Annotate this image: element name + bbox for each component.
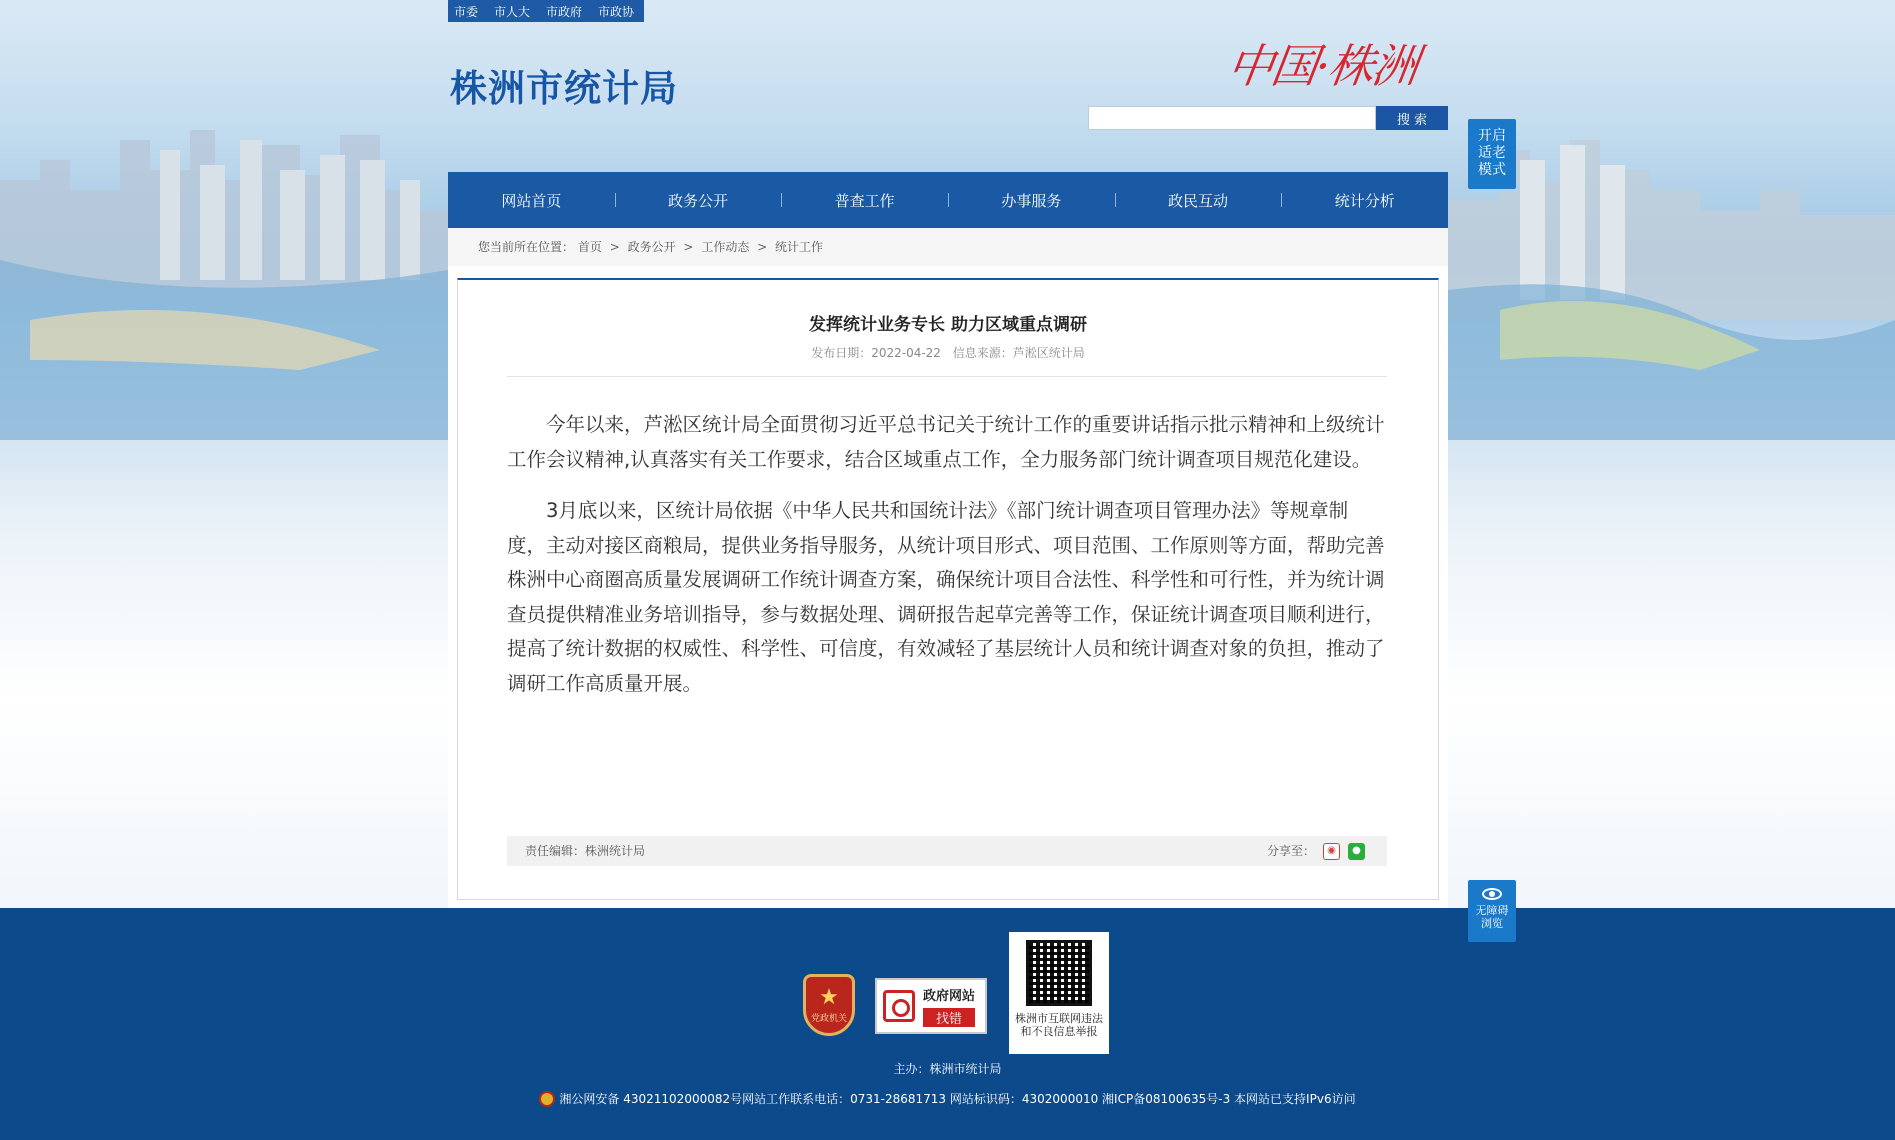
main-content: [448, 228, 1448, 908]
nav-item-home[interactable]: 网站首页: [501, 191, 562, 210]
elder-mode-label: 开启适老模式: [1478, 128, 1506, 178]
article-paragraph: 3月底以来，区统计局依据《中华人民共和国统计法》《部门统计调查项目管理办法》等规章制度，主动对接区商粮局，提供业务指导服务，从统计项目形式、项目范围、工作原则等方面，帮助完善株洲中心商圈高质量发展调研工作统计调查方案，确保统计项目合法性、科学性和可行性，并为统计调查员提供精准业务培训指导，参与数据处理、调研报告起草完善等工作，保证统计调查项目顺利进行，提高了统计数据的权威性、科学性、可信度，有效减轻了基层统计人员和统计调查对象的负担，推动了调研工作高质量开展。: [507, 499, 1385, 695]
search-input[interactable]: [1088, 106, 1376, 130]
error-report-text: [923, 985, 975, 1027]
breadcrumb-gov-affairs[interactable]: 政务公开: [627, 240, 676, 254]
gov-site-error-report[interactable]: [875, 978, 987, 1034]
nav-item-analysis[interactable]: 统计分析: [1281, 190, 1448, 211]
error-report-line2: 找错: [923, 1008, 975, 1027]
breadcrumb-stat-work[interactable]: 统计工作: [775, 240, 824, 254]
qr-code-icon: [1026, 940, 1092, 1006]
error-report-line1: 政府网站: [923, 989, 976, 1004]
top-link-peoples-congress[interactable]: 市人大: [494, 4, 531, 19]
party-badge-label: 党政机关: [810, 1014, 847, 1024]
accessible-browse-button[interactable]: [1468, 880, 1516, 942]
top-links-bar: [448, 0, 644, 22]
top-link-city-government[interactable]: 市政府: [546, 4, 583, 19]
article-meta: [458, 344, 1438, 361]
article-panel: [457, 278, 1439, 900]
breadcrumb-separator: >: [757, 240, 768, 254]
nav-item-gov-affairs[interactable]: 政务公开: [615, 190, 782, 211]
eye-icon: [1482, 888, 1502, 900]
nav-item-interaction[interactable]: 政民互动: [1115, 190, 1282, 211]
top-link-city-committee[interactable]: 市委: [454, 4, 479, 19]
wechat-share-icon[interactable]: ●: [1348, 843, 1365, 860]
breadcrumb-separator: >: [609, 240, 620, 254]
breadcrumb-work-news[interactable]: 工作动态: [701, 240, 750, 254]
police-badge-icon: [539, 1091, 555, 1107]
footer-badges: [803, 932, 1109, 1054]
share-label: 分享至：: [1266, 844, 1315, 858]
article-title: 发挥统计业务专长 助力区域重点调研: [809, 315, 1087, 335]
info-source: 信息来源：芦淞区统计局: [952, 346, 1085, 360]
nav-item-services[interactable]: 办事服务: [948, 190, 1115, 211]
breadcrumb-separator: >: [683, 240, 694, 254]
site-host: 主办：株洲市统计局: [893, 1062, 1002, 1076]
site-record-info: [0, 1090, 1895, 1107]
nav-item-census[interactable]: 普查工作: [781, 190, 948, 211]
share-group: [1267, 836, 1365, 866]
top-link-cppcc[interactable]: 市政协: [598, 4, 635, 19]
calligraphy-logo: 中国·株洲: [1223, 39, 1420, 93]
report-qr-card[interactable]: [1009, 932, 1109, 1054]
weibo-share-icon[interactable]: ◉: [1323, 843, 1340, 860]
article-body: [507, 408, 1387, 718]
breadcrumb-home[interactable]: 首页: [577, 240, 602, 254]
breadcrumb: [448, 228, 1448, 266]
title-divider: [507, 376, 1387, 377]
breadcrumb-prefix: 您当前所在位置：: [478, 240, 575, 254]
qr-caption: 株洲市互联网违法和不良信息举报: [1015, 1012, 1103, 1038]
party-government-badge[interactable]: [803, 974, 855, 1036]
accessible-browse-label: 无障碍浏览: [1475, 904, 1509, 930]
editor-bar: [507, 836, 1387, 866]
article-paragraph: 今年以来，芦淞区统计局全面贯彻习近平总书记关于统计工作的重要讲话指示批示精神和上级统计工作会议精神,认真落实有关工作要求，结合区域重点工作，全力服务部门统计调查项目规范化建设。: [507, 413, 1385, 471]
site-logo[interactable]: 株洲市统计局: [450, 67, 678, 110]
search-bar: [1088, 106, 1448, 130]
publish-date: 发布日期：2022-04-22: [811, 346, 941, 360]
main-nav: [448, 172, 1448, 228]
elder-mode-button[interactable]: [1468, 119, 1516, 189]
record-text: 湘公网安备 43021102000082号网站工作联系电话：0731-28681713 网站标识码：4302000010 湘ICP备08100635号-3 本网站已支持IPv6访问: [559, 1092, 1356, 1106]
party-emblem-icon: ★: [819, 985, 839, 1010]
search-button[interactable]: 搜 索: [1376, 106, 1448, 130]
magnifier-icon: [883, 990, 915, 1022]
responsible-editor: 责任编辑：株洲统计局: [525, 844, 646, 858]
